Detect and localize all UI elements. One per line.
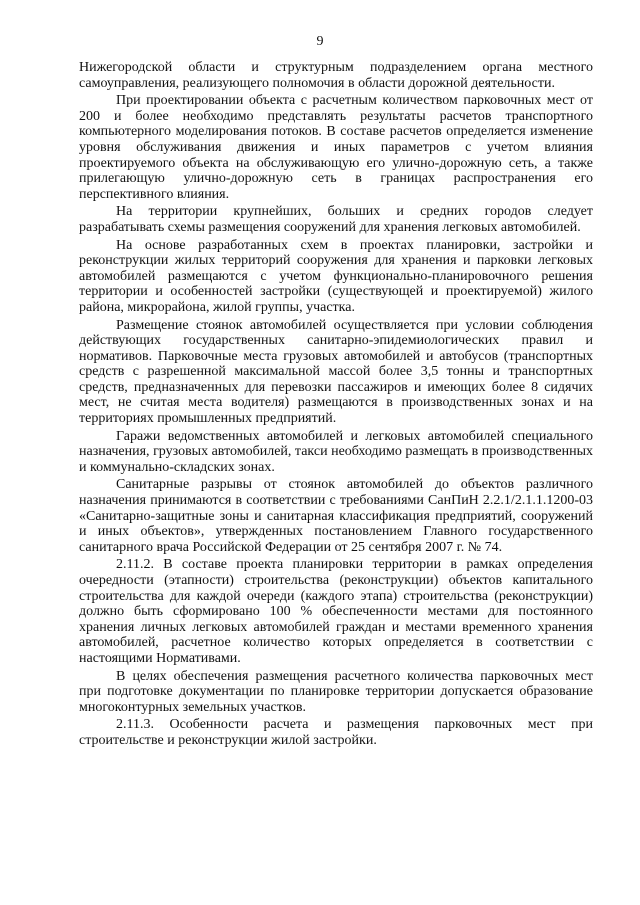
paragraph-section-2-11-2: 2.11.2. В составе проекта планировки территории в рамках определения очередности (этапности) строительства (реконструкции) объектов капитального строительства для каждой очереди (каждого этапа) строительства (реконструкции) должно быть сформировано 100 % обеспеченности местами для постоянного хранения личных легковых автомобилей граждан и местами временного хранения автомобилей, расчетное количество которых определяется в соответствии с настоящими Нормативами.	[79, 557, 593, 666]
page-body	[79, 60, 593, 751]
paragraph: На территории крупнейших, больших и средних городов следует разрабатывать схемы размещения сооружений для хранения легковых автомобилей.	[79, 204, 593, 235]
paragraph-continuation: Нижегородской области и структурным подразделением органа местного самоуправления, реализующего полномочия в области дорожной деятельности.	[79, 60, 593, 91]
paragraph: При проектировании объекта с расчетным количеством парковочных мест от 200 и более необходимо представлять результаты расчетов транспортного компьютерного моделирования потоков. В составе расчетов определяется изменение уровня обслуживания движения и иных параметров с учетом влияния проектируемого объекта на обслуживающую его улично-дорожную сеть, а также прилегающую улично-дорожную сеть в границах распространения его перспективного влияния.	[79, 93, 593, 202]
paragraph-section-2-11-3: 2.11.3. Особенности расчета и размещения парковочных мест при строительстве и реконструкции жилой застройки.	[79, 717, 593, 748]
page-number: 9	[316, 34, 324, 49]
paragraph: Размещение стоянок автомобилей осуществляется при условии соблюдения действующих государственных санитарно-эпидемиологических правил и нормативов. Парковочные места грузовых автомобилей и автобусов (транспортных средств с разрешенной максимальной массой более 3,5 тонны и транспортных средств, предназначенных для перевозки пассажиров и имеющих более 8 сидячих мест, не считая места водителя) размещаются в производственных зонах и на территориях промышленных предприятий.	[79, 317, 593, 427]
paragraph: Санитарные разрывы от стоянок автомобилей до объектов различного назначения принимаются в соответствии с требованиями СанПиН 2.2.1/2.1.1.1200-03 «Санитарно-защитные зоны и санитарная классификация предприятий, сооружений и иных объектов», утвержденных постановлением Главного государственного санитарного врача Российской Федерации от 25 сентября 2007 г. № 74.	[79, 477, 593, 555]
paragraph: На основе разработанных схем в проектах планировки, застройки и реконструкции жилых территорий сооружения для хранения и парковки легковых автомобилей размещаются с учетом функционально-планировочного решения территории и особенностей застройки (существующей и проектируемой) жилого района, микрорайона, жилой группы, участка.	[79, 237, 593, 315]
paragraph: В целях обеспечения размещения расчетного количества парковочных мест при подготовке документации по планировке территории допускается образование многоконтурных земельных участков.	[79, 668, 593, 715]
paragraph: Гаражи ведомственных автомобилей и легковых автомобилей специального назначения, грузовых автомобилей, такси необходимо размещать в производственных и коммунально-складских зонах.	[79, 428, 593, 475]
